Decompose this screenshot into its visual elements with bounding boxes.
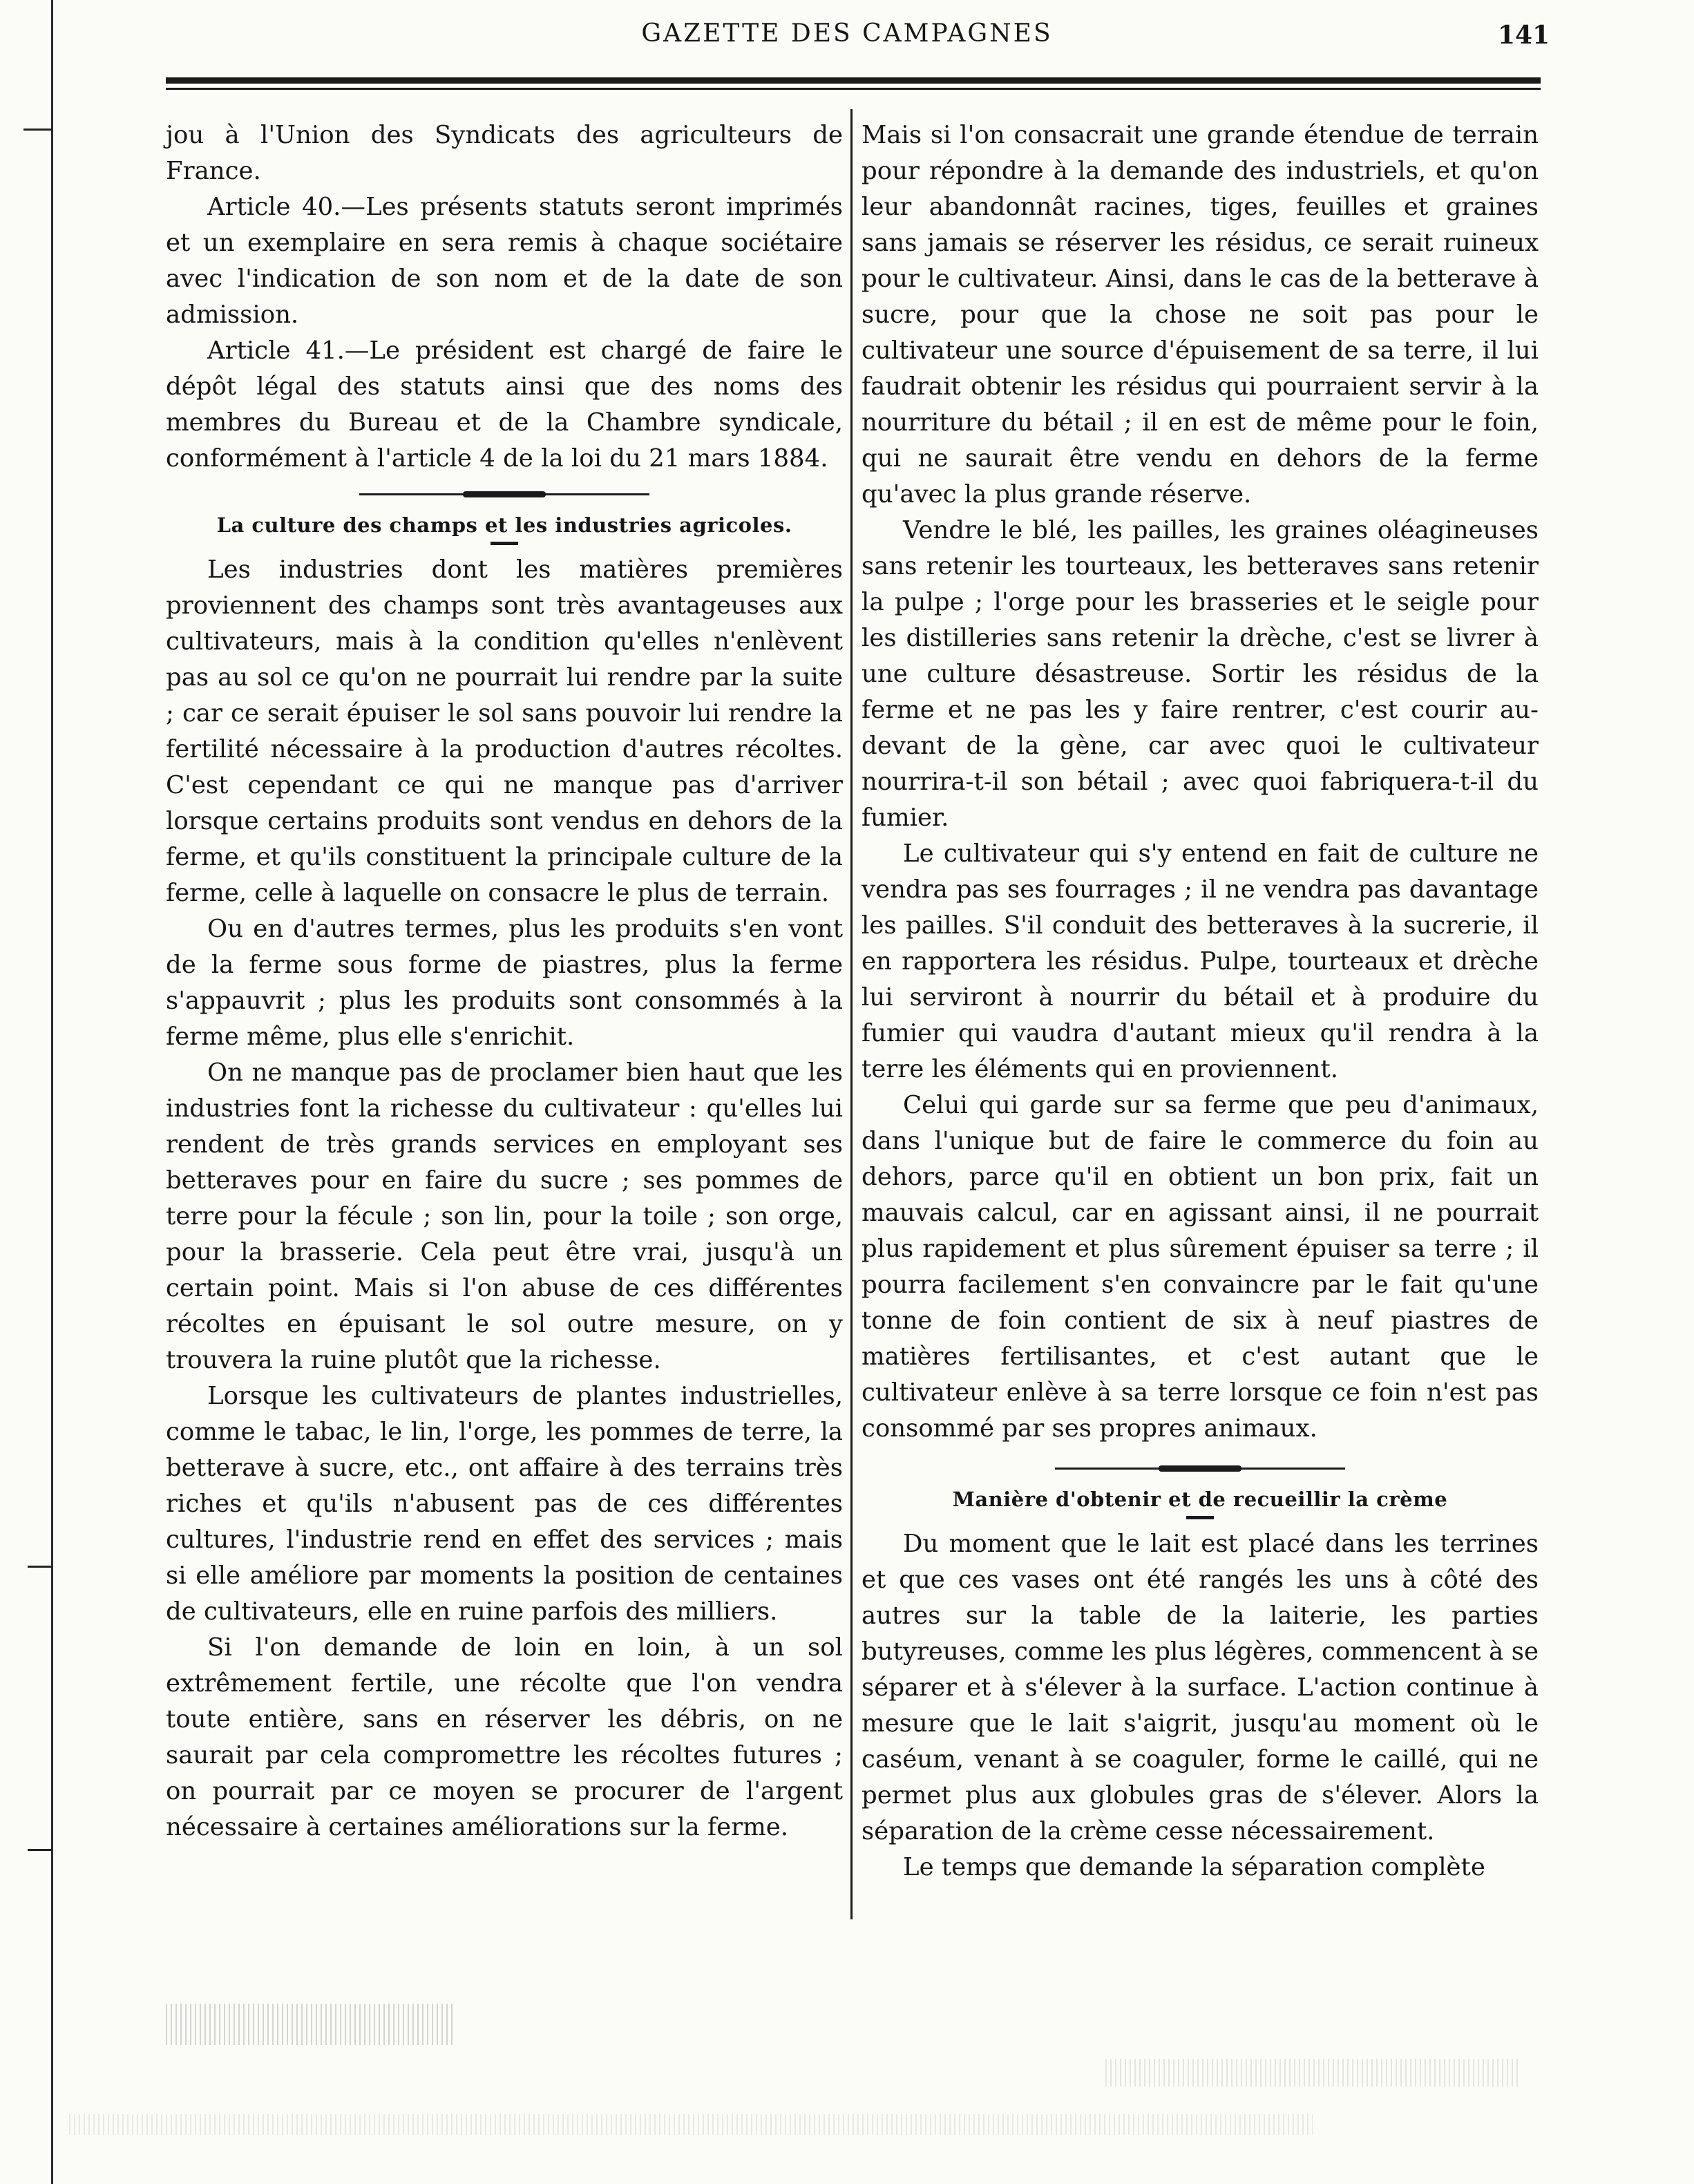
margin-mark <box>23 129 53 131</box>
column-divider <box>850 109 853 1919</box>
page-number: 141 <box>1498 21 1550 50</box>
paragraph: Les industries dont les matières premières proviennent des champs sont très avantageuses aux cultivateurs, mais à la condition qu'elles n'enlèvent pas au sol ce qu'on ne pourrait lui rendre par la suite ; car ce serait épuiser le sol sans pouvoir lui rendre la fertilité nécessaire à la production d'autres récoltes. C'est cependant ce qui ne manque pas d'arriver lorsque certains produits sont vendus en dehors de la ferme, et qu'ils constituent la principale culture de la ferme, celle à laquelle on consacre le plus de terrain. <box>166 556 843 907</box>
page-edge-line <box>51 0 53 2184</box>
paragraph: Lorsque les cultivateurs de plantes industrielles, comme le tabac, le lin, l'orge, les pommes de terre, la betterave à sucre, etc., ont affaire à des terrains très riches et qu'ils n'abusent pas de ces différentes cultures, l'industrie rend en effet des services ; mais si elle améliore par moments la position de centaines de cultivateurs, elle en ruine parfois des milliers. <box>166 1382 843 1626</box>
paragraph: Du moment que le lait est placé dans les terrines et que ces vases ont été rangés les uns à côté des autres sur la table de la laiterie, les parties butyreuses, comme les plus légères, commencent à se séparer et à s'élever à la surface. L'action continue à mesure que le lait s'aigrit, jusqu'au moment où le caséum, venant à se coaguler, forme le caillé, qui ne permet plus aux globules gras de s'élever. Alors la séparation de la crème cesse nécessairement. <box>862 1530 1539 1845</box>
running-header-title: GAZETTE DES CAMPAGNES <box>641 19 1053 48</box>
paragraph: Le cultivateur qui s'y entend en fait de culture ne vendra pas ses fourrages ; il ne vendra pas davantage les pailles. S'il conduit des betteraves à la sucrerie, il en rapportera les résidus. Pulpe, tourteaux et drèche lui serviront à nourrir du bétail et à produire du fumier qui vaudra d'autant mieux qu'il rendra à la terre les éléments qui en proviennent. <box>862 839 1539 1083</box>
title-dash <box>1186 1516 1214 1519</box>
header-rule-thin <box>166 88 1541 90</box>
paragraph-article-40: Article 40.—Les présents statuts seront imprimés et un exemplaire en sera remis à chaque sociétaire avec l'indication de son nom et de la date de son admission. <box>166 193 843 329</box>
right-column <box>862 117 1539 1886</box>
paragraph: Ou en d'autres termes, plus les produits s'en vont de la ferme sous forme de piastres, plus la ferme s'appauvrit ; plus les produits sont consommés à la ferme même, plus elle s'enrichit. <box>166 915 843 1051</box>
title-dash <box>491 542 518 545</box>
left-column <box>166 117 843 1845</box>
scan-noise <box>1105 2059 1520 2087</box>
scan-noise <box>69 2114 1313 2135</box>
paragraph: jou à l'Union des Syndicats des agriculteurs de France. <box>166 121 843 185</box>
section-title: La culture des champs et les industries agricoles. <box>216 513 792 537</box>
scan-noise <box>166 2004 456 2045</box>
section-separator <box>862 1459 1539 1477</box>
margin-mark <box>28 1849 53 1851</box>
section-title: Manière d'obtenir et de recueillir la crème <box>952 1488 1448 1511</box>
paragraph: Vendre le blé, les pailles, les graines oléagineuses sans retenir les tourteaux, les betteraves sans retenir la pulpe ; l'orge pour les brasseries et le seigle pour les distilleries sans retenir la drèche, c'est se livrer à une culture désastreuse. Sortir les résidus de la ferme et ne pas les y faire rentrer, c'est courir au-devant de la gène, car avec quoi le cultivateur nourrira-t-il son bétail ; avec quoi fabriquera-t-il du fumier. <box>862 516 1539 832</box>
paragraph-article-41: Article 41.—Le président est chargé de faire le dépôt légal des statuts ainsi que des noms des membres du Bureau et de la Chambre syndicale, conformément à l'article 4 de la loi du 21 mars 1884. <box>166 336 843 473</box>
paragraph: Le temps que demande la séparation complète <box>903 1853 1485 1881</box>
paragraph: On ne manque pas de proclamer bien haut que les industries font la richesse du cultivateur : qu'elles lui rendent de très grands services en employant ses betteraves pour en faire du sucre ; ses pommes de terre pour la fécule ; son lin, pour la toile ; son orge, pour la brasserie. Cela peut être vrai, jusqu'à un certain point. Mais si l'on abuse de ces différentes récoltes en épuisant le sol outre mesure, on y trouvera la ruine plutôt que la richesse. <box>166 1058 843 1374</box>
header-rule-thick <box>166 77 1541 84</box>
paragraph: Mais si l'on consacrait une grande étendue de terrain pour répondre à la demande des industriels, et qu'on leur abandonnât racines, tiges, feuilles et graines sans jamais se réserver les résidus, ce serait ruineux pour le cultivateur. Ainsi, dans le cas de la betterave à sucre, pour que la chose ne soit pas pour le cultivateur une source d'épuisement de sa terre, il lui faudrait obtenir les résidus qui pourraient servir à la nourriture du bétail ; il en est de même pour le foin, qui ne saurait être vendu en dehors de la ferme qu'avec la plus grande réserve. <box>862 121 1539 509</box>
margin-mark <box>28 1566 53 1568</box>
section-separator <box>166 485 843 503</box>
paragraph: Si l'on demande de loin en loin, à un sol extrêmement fertile, une récolte que l'on vendra toute entière, sans en réserver les débris, on ne saurait par cela compromettre les récoltes futures ; on pourrait par ce moyen se procurer de l'argent nécessaire à certaines améliorations sur la ferme. <box>166 1633 843 1841</box>
paragraph: Celui qui garde sur sa ferme que peu d'animaux, dans l'unique but de faire le commerce du foin au dehors, parce qu'il en obtient un bon prix, fait un mauvais calcul, car en agissant ainsi, il ne pourrait plus rapidement et plus sûrement épuiser sa terre ; il pourra facilement s'en convaincre par le fait qu'une tonne de foin contient de six à neuf piastres de matières fertilisantes, et c'est autant que le cultivateur enlève à sa terre lorsque ce foin n'est pas consommé par ses propres animaux. <box>862 1091 1539 1443</box>
